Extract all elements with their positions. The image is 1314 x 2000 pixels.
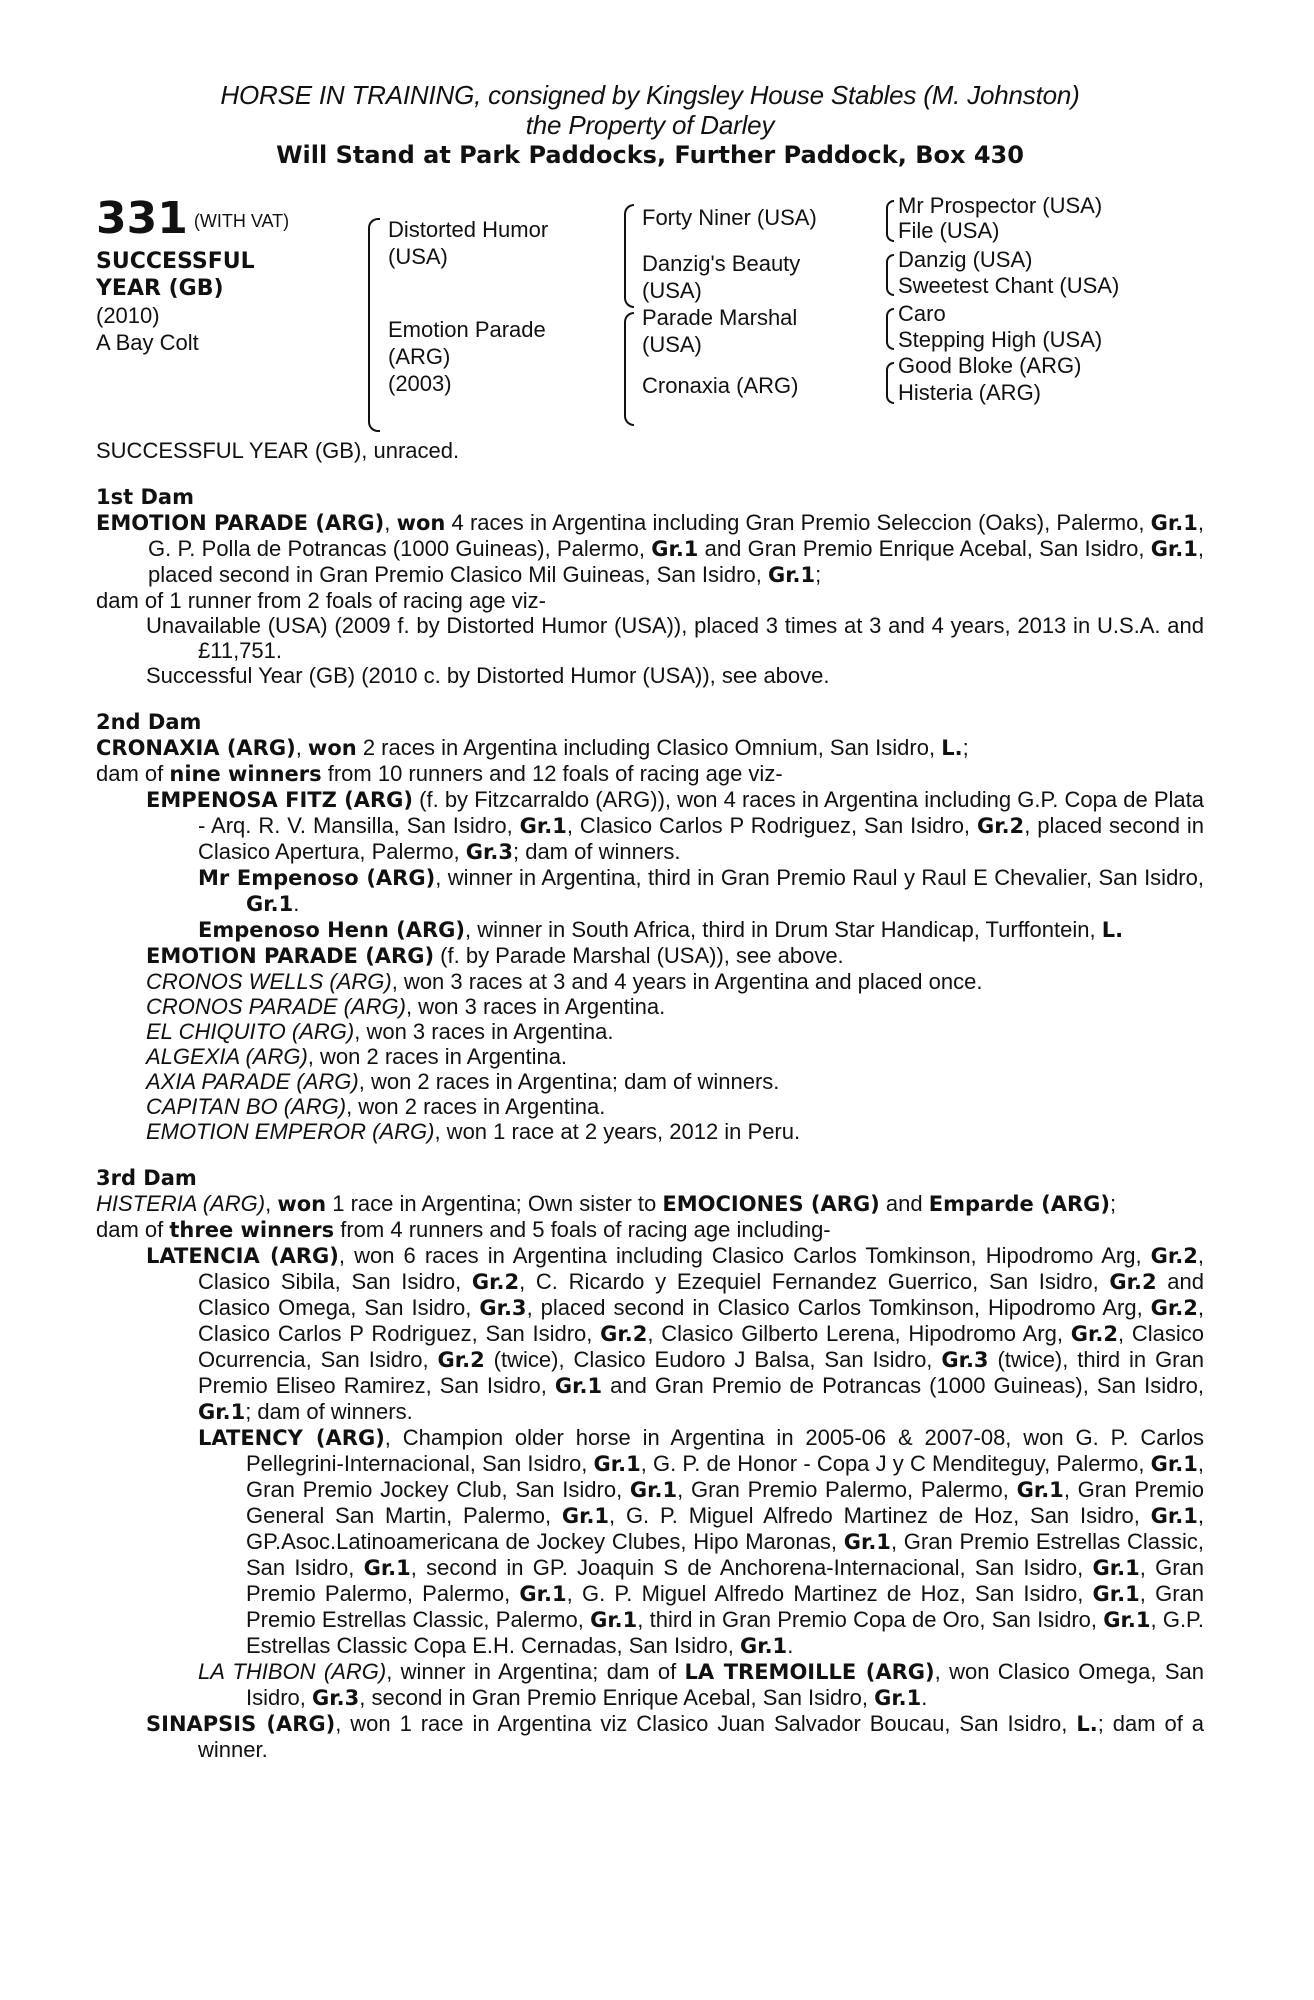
- grade: Gr.1: [843, 1530, 891, 1554]
- won-label: won: [277, 1192, 327, 1216]
- sire-sire: Forty Niner (USA): [642, 205, 817, 230]
- text: , G. P. Polla de Potrancas (1000 Guineas), Palermo,: [148, 510, 1204, 561]
- text: , Gran Premio Estrellas Classic, San Isidro,: [246, 1529, 1205, 1580]
- text: dam of: [96, 1217, 170, 1242]
- text: and Clasico Omega, San Isidro,: [198, 1269, 1204, 1320]
- text: ; dam of winners.: [512, 839, 681, 864]
- grade: Gr.3: [479, 1296, 527, 1320]
- text: , G. P. de Honor - Copa J y C Menditeguy, Palermo,: [640, 1451, 1151, 1476]
- grade: Gr.1: [1092, 1582, 1140, 1606]
- progeny-la-thibon: [96, 1659, 1204, 1711]
- won-label: won: [307, 736, 357, 760]
- horse: CRONOS WELLS (ARG): [146, 969, 392, 994]
- text: , won 3 races in Argentina.: [354, 1019, 614, 1044]
- sibling: Emparde (ARG): [928, 1192, 1110, 1216]
- text: , won 1 race at 2 years, 2012 in Peru.: [434, 1119, 801, 1144]
- grade: Gr.1: [1103, 1608, 1151, 1632]
- text: 1 race in Argentina; Own sister to: [326, 1191, 663, 1216]
- text: , placed second in Gran Premio Clasico Mil Guineas, San Isidro,: [148, 536, 1205, 587]
- progeny-el-chiquito: [96, 1019, 1204, 1044]
- text: , second in GP. Joaquin S de Anchorena-Internacional, San Isidro,: [410, 1555, 1093, 1580]
- gen3-sdd: Sweetest Chant (USA): [898, 273, 1120, 298]
- sire-country: (USA): [388, 244, 448, 269]
- grade: Gr.1: [1150, 1452, 1198, 1476]
- text: , Clasico Carlos P Rodriguez, San Isidro,: [566, 813, 977, 838]
- text: .: [921, 1685, 928, 1710]
- text: , winner in Argentina; dam of: [386, 1659, 685, 1684]
- text: .: [787, 1633, 794, 1658]
- progeny-empenoso-henn: [96, 917, 1204, 943]
- text: , won Clasico Omega, San Isidro,: [246, 1659, 1204, 1710]
- grade: Gr.1: [593, 1452, 641, 1476]
- text: , Champion older horse in Argentina in 2005-06 & 2007-08, won G. P. Carlos Pellegrini-Internacional, San Isidro,: [246, 1425, 1204, 1476]
- foaling-year: (2010): [96, 303, 160, 328]
- grade: Gr.1: [246, 892, 294, 916]
- gen3-dds: Good Bloke (ARG): [898, 353, 1082, 378]
- horse: EMOTION EMPEROR (ARG): [146, 1119, 435, 1144]
- pedigree-table: [96, 193, 1204, 426]
- horse: LATENCY (ARG): [198, 1426, 385, 1450]
- grade: Gr.1: [1092, 1556, 1140, 1580]
- text: ;: [815, 562, 822, 587]
- grade: Gr.2: [471, 1270, 520, 1294]
- horse-description: A Bay Colt: [96, 330, 199, 355]
- text: , Clasico Carlos P Rodriguez, San Isidro,: [198, 1295, 1204, 1346]
- sire-dam-country: (USA): [642, 278, 702, 303]
- stand-line: Will Stand at Park Paddocks, Further Paddock, Box 430: [276, 141, 1024, 169]
- progeny-cronos-wells: [96, 969, 1204, 994]
- sire-dam-name: Danzig's Beauty: [642, 251, 801, 276]
- progeny-emotion-parade: [96, 943, 1204, 969]
- second-dam-title: 2nd Dam: [96, 710, 202, 734]
- grade: Gr.1: [1150, 511, 1198, 535]
- grade: Gr.2: [1109, 1270, 1157, 1294]
- horse: AXIA PARADE (ARG): [146, 1069, 359, 1094]
- gen2-brace-dam: [624, 312, 634, 426]
- sire: [388, 216, 588, 270]
- text: , Gran Premio Palermo, Palermo,: [246, 1555, 1204, 1606]
- grade: Gr.1: [561, 1504, 610, 1528]
- progeny-sinapsis: [96, 1711, 1204, 1762]
- text: and Gran Premio Enrique Acebal, San Isidro,: [698, 536, 1151, 561]
- first-dam-name: EMOTION PARADE (ARG): [96, 511, 385, 535]
- gen3-brace-2: [886, 254, 894, 296]
- progeny-empenosa-fitz: [96, 787, 1204, 865]
- grade: Gr.2: [976, 814, 1025, 838]
- grade: Gr.1: [1150, 1504, 1198, 1528]
- progeny-latencia: [96, 1243, 1204, 1425]
- grade: Gr.1: [554, 1374, 603, 1398]
- progeny-algexia: [96, 1044, 1204, 1069]
- grade: Gr.1: [651, 537, 699, 561]
- winners-count: three winners: [169, 1218, 335, 1242]
- unraced-line: SUCCESSFUL YEAR (GB), unraced.: [96, 438, 460, 463]
- third-dam-name: HISTERIA (ARG): [96, 1191, 266, 1216]
- pedigree-notes: [96, 438, 1204, 1762]
- progeny-mr-empenoso: [96, 865, 1204, 917]
- first-dam-produce: dam of 1 runner from 2 foals of racing age viz-: [96, 588, 546, 613]
- grade: Gr.1: [629, 1478, 678, 1502]
- horse-name-1: SUCCESSFUL: [96, 249, 255, 274]
- winners-count: nine winners: [169, 762, 322, 786]
- lot-block: [96, 193, 326, 356]
- horse: Mr Empenoso (ARG): [198, 866, 436, 890]
- text: (twice), third in Gran Premio Eliseo Ramirez, San Isidro,: [198, 1347, 1204, 1398]
- text: , winner in South Africa, third in Drum Star Handicap, Turffontein,: [465, 917, 1102, 942]
- text: .: [293, 891, 300, 916]
- grade: Gr.1: [590, 1608, 638, 1632]
- text: , C. Ricardo y Ezequiel Fernandez Guerrico, San Isidro,: [519, 1269, 1110, 1294]
- text: , Gran Premio Estrellas Classic, Palermo,: [246, 1581, 1204, 1632]
- second-dam-produce: [96, 761, 1204, 787]
- second-dam-name: CRONAXIA (ARG): [96, 736, 296, 760]
- text: ; dam of winners.: [245, 1399, 413, 1424]
- text: , GP.Asoc.Latinoamericana de Jockey Clubes, Hipo Maronas,: [246, 1503, 1204, 1554]
- grade: Gr.2: [437, 1348, 485, 1372]
- horse-name-2: YEAR (GB): [96, 276, 224, 301]
- progeny-latency: [96, 1425, 1204, 1659]
- sibling: EMOCIONES (ARG): [662, 1192, 880, 1216]
- grade: Gr.3: [312, 1686, 360, 1710]
- text: , second in Gran Premio Enrique Acebal, San Isidro,: [359, 1685, 875, 1710]
- progeny-unavailable: Unavailable (USA) (2009 f. by Distorted Humor (USA)), placed 3 times at 3 and 4 years, 2013 in U.S.A. and £11,751.: [146, 613, 1204, 663]
- dam: [388, 316, 588, 397]
- gen3-ssd: File (USA): [898, 218, 1000, 243]
- text: and Gran Premio de Potrancas (1000 Guineas), San Isidro,: [602, 1373, 1204, 1398]
- text: 4 races in Argentina including Gran Premio Seleccion (Oaks), Palermo,: [445, 510, 1151, 535]
- text: , placed second in Clasico Apertura, Palermo,: [198, 813, 1205, 864]
- listed: L.: [1076, 1712, 1098, 1736]
- text: , Gran Premio General San Martin, Palermo,: [246, 1477, 1204, 1528]
- text: , won 2 races in Argentina; dam of winners.: [358, 1069, 780, 1094]
- text: , third in Gran Premio Copa de Oro, San Isidro,: [637, 1607, 1104, 1632]
- progeny-successful-year: Successful Year (GB) (2010 c. by Distorted Humor (USA)), see above.: [146, 663, 830, 688]
- grade: Gr.1: [767, 563, 816, 587]
- horse: CRONOS PARADE (ARG): [146, 994, 406, 1019]
- progeny-emotion-emperor: [96, 1119, 1204, 1144]
- grade: Gr.2: [1150, 1296, 1198, 1320]
- text: , Clasico Ocurrencia, San Isidro,: [198, 1321, 1204, 1372]
- text: , won 6 races in Argentina including Clasico Carlos Tomkinson, Hipodromo Arg,: [338, 1243, 1151, 1268]
- second-dam-entry: CRONAXIA (ARG), won 2 races in Argentina including Clasico Omnium, San Isidro, L.;: [96, 735, 969, 760]
- dam-year: (2003): [388, 371, 452, 396]
- text: ;: [962, 735, 969, 760]
- dam-sire-country: (USA): [642, 332, 702, 357]
- text: , G. P. Miguel Alfredo Martinez de Hoz, San Isidro,: [566, 1581, 1093, 1606]
- grade: Gr.3: [941, 1348, 989, 1372]
- grade: Gr.2: [600, 1322, 648, 1346]
- won-label: won: [396, 511, 446, 535]
- dam-sire: [642, 304, 842, 358]
- vat-label: (WITH VAT): [193, 211, 290, 231]
- text: , won 2 races in Argentina.: [307, 1044, 568, 1069]
- progeny-capitan-bo: [96, 1094, 1204, 1119]
- text: , won 2 races in Argentina.: [346, 1094, 606, 1119]
- text: 2 races in Argentina including Clasico Omnium, San Isidro,: [356, 735, 942, 760]
- first-dam-entry: EMOTION PARADE (ARG), won 4 races in Argentina including Gran Premio Seleccion (Oaks), Palermo, Gr.1, G. P. Polla de Potrancas (1000 Guineas), Palermo, Gr.1 and Gran Premio Enrique Acebal, San Isidro, Gr.1, placed second in Gran Premio Clasico Mil Guineas, San Isidro, Gr.1;: [96, 510, 1205, 587]
- third-dam-produce: [96, 1217, 1204, 1243]
- text: , won 3 races in Argentina.: [405, 994, 666, 1019]
- text: ; dam of a winner.: [198, 1711, 1204, 1762]
- text: and: [879, 1191, 929, 1216]
- grade: Gr.1: [1016, 1478, 1064, 1502]
- text: dam of: [96, 761, 170, 786]
- grade: Gr.1: [519, 814, 567, 838]
- catalogue-page: [96, 80, 1204, 1762]
- gen3-dss: Caro: [898, 301, 946, 326]
- grade: Gr.1: [198, 1400, 246, 1424]
- text: , Clasico Sibila, San Isidro,: [198, 1243, 1204, 1294]
- property-line: the Property of Darley: [525, 110, 775, 140]
- progeny-cronos-parade: [96, 994, 1204, 1019]
- text: , winner in Argentina, third in Gran Premio Raul y Raul E Chevalier, San Isidro,: [435, 865, 1204, 890]
- grade: Gr.1: [1150, 537, 1198, 561]
- sire-name: Distorted Humor: [388, 217, 549, 242]
- gen3-dsd: Stepping High (USA): [898, 327, 1103, 352]
- sire-dam: [642, 250, 842, 304]
- text: ;: [1109, 1191, 1117, 1216]
- consignor-line: HORSE IN TRAINING, consigned by Kingsley House Stables (M. Johnston): [220, 80, 1080, 110]
- third-dam-entry: HISTERIA (ARG), won 1 race in Argentina; Own sister to EMOCIONES (ARG) and Emparde (ARG);: [96, 1191, 1117, 1216]
- text: , won 3 races at 3 and 4 years in Argentina and placed once.: [391, 969, 983, 994]
- horse: LA THIBON (ARG): [198, 1659, 387, 1684]
- dam-name: Emotion Parade: [388, 317, 546, 342]
- gen3-sss: Mr Prospector (USA): [898, 193, 1103, 218]
- text: (twice), Clasico Eudoro J Balsa, San Isidro,: [484, 1347, 942, 1372]
- text: , Gran Premio Palermo, Palermo,: [677, 1477, 1017, 1502]
- grade: Gr.1: [519, 1582, 567, 1606]
- listed: L.: [1101, 918, 1124, 942]
- text: (f. by Fitzcarraldo (ARG)), won 4 races in Argentina including G.P. Copa de Plata - Arq. R. V. Mansilla, San Isidro,: [198, 787, 1204, 838]
- third-dam-title: 3rd Dam: [96, 1166, 197, 1190]
- horse: CAPITAN BO (ARG): [146, 1094, 347, 1119]
- dam-country: (ARG): [388, 344, 451, 369]
- first-dam-title: 1st Dam: [96, 485, 194, 509]
- gen1-brace: [368, 218, 380, 432]
- gen3-brace-4: [886, 362, 894, 404]
- horse: Empenoso Henn (ARG): [198, 918, 466, 942]
- horse: SINAPSIS (ARG): [146, 1712, 336, 1736]
- text: , Gran Premio Jockey Club, San Isidro,: [246, 1451, 1204, 1502]
- dam-dam: Cronaxia (ARG): [642, 373, 799, 398]
- grade: Gr.3: [465, 840, 513, 864]
- horse: EMOTION PARADE (ARG): [146, 944, 435, 968]
- text: from 4 runners and 5 foals of racing age including-: [334, 1217, 831, 1242]
- listed: L.: [941, 736, 963, 760]
- text: , G. P. Miguel Alfredo Martinez de Hoz, San Isidro,: [609, 1503, 1151, 1528]
- gen3-brace-1: [886, 200, 894, 242]
- text: , placed second in Clasico Carlos Tomkinson, Hipodromo Arg,: [526, 1295, 1151, 1320]
- horse: EMPENOSA FITZ (ARG): [146, 788, 414, 812]
- gen2-brace-sire: [624, 204, 634, 308]
- horse: LA TREMOILLE (ARG): [684, 1660, 935, 1684]
- grade: Gr.1: [363, 1556, 411, 1580]
- gen3-brace-3: [886, 308, 894, 350]
- horse: ALGEXIA (ARG): [146, 1044, 308, 1069]
- text: , Clasico Gilberto Lerena, Hipodromo Arg,: [647, 1321, 1071, 1346]
- lot-number: 331: [96, 193, 188, 244]
- horse: LATENCIA (ARG): [146, 1244, 339, 1268]
- text: , won 1 race in Argentina viz Clasico Juan Salvador Boucau, San Isidro,: [335, 1711, 1077, 1736]
- text: (f. by Parade Marshal (USA)), see above.: [434, 943, 844, 968]
- grade: Gr.2: [1150, 1244, 1198, 1268]
- horse: EL CHIQUITO (ARG): [146, 1019, 355, 1044]
- grade: Gr.1: [739, 1634, 788, 1658]
- gen3-sds: Danzig (USA): [898, 247, 1033, 272]
- gen3-ddd: Histeria (ARG): [898, 380, 1042, 405]
- progeny-axia-parade: [96, 1069, 1204, 1094]
- text: , G.P. Estrellas Classic Copa E.H. Cernadas, San Isidro,: [246, 1607, 1205, 1658]
- dam-sire-name: Parade Marshal: [642, 305, 798, 330]
- grade: Gr.2: [1070, 1322, 1118, 1346]
- grade: Gr.1: [874, 1686, 922, 1710]
- text: from 10 runners and 12 foals of racing age viz-: [321, 761, 783, 786]
